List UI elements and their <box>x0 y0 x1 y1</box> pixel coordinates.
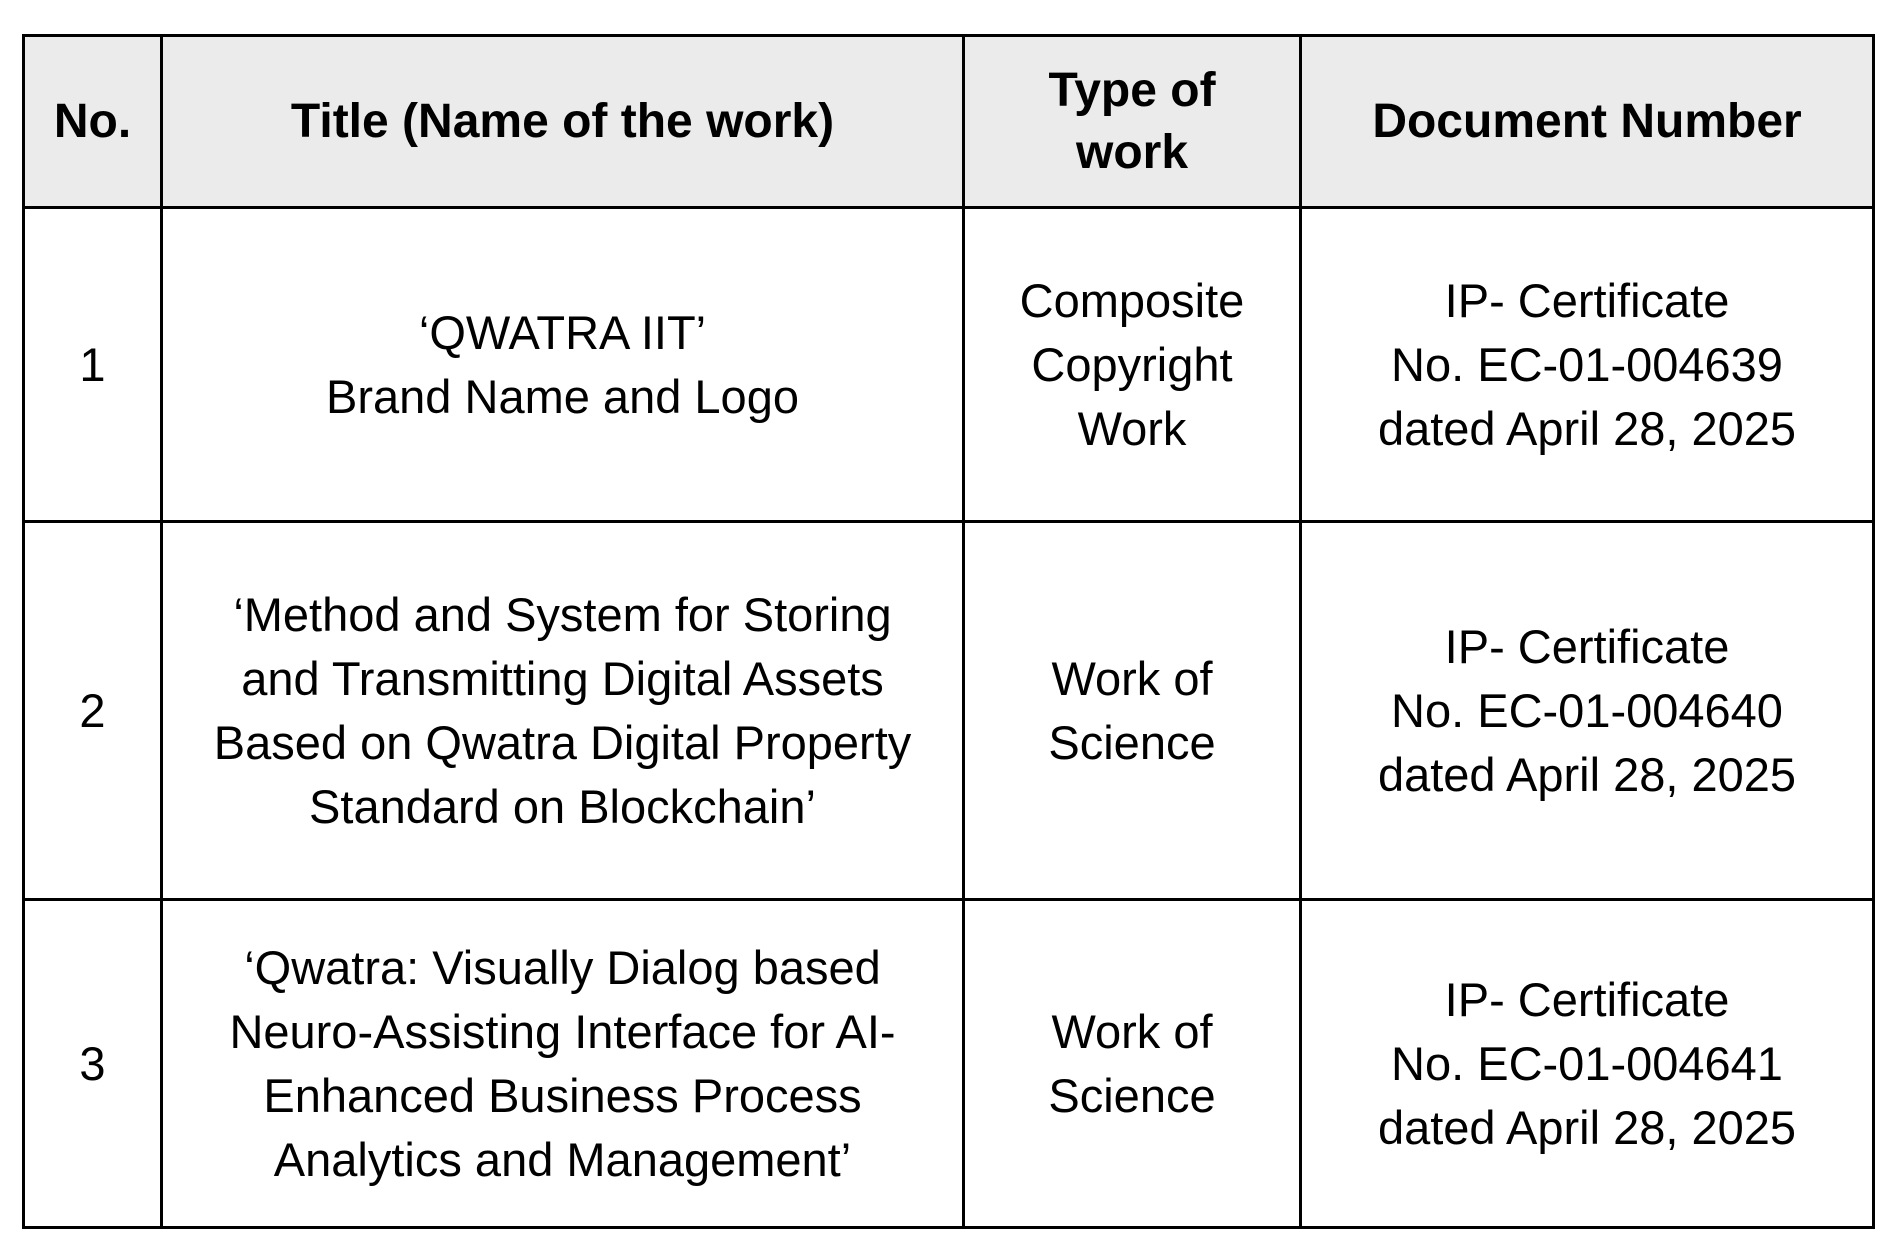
document-line: dated April 28, 2025 <box>1377 401 1797 455</box>
type-line: Composite <box>1019 273 1245 327</box>
cell-no: 2 <box>24 522 162 900</box>
document-line: No. EC-01-004640 <box>1391 683 1783 737</box>
document-line: IP- Certificate <box>1444 972 1730 1026</box>
header-type <box>964 36 1301 208</box>
document-line: IP- Certificate <box>1444 273 1730 327</box>
table-row <box>24 208 1874 522</box>
cell-document-number <box>1301 522 1874 900</box>
cell-type <box>964 900 1301 1228</box>
cell-no: 1 <box>24 208 162 522</box>
type-line: Work of <box>1051 651 1213 705</box>
title-line: Standard on Blockchain’ <box>309 779 816 833</box>
cell-no: 3 <box>24 900 162 1228</box>
header-document-number: Document Number <box>1301 36 1874 208</box>
document-line: IP- Certificate <box>1444 619 1730 673</box>
title-line: ‘Qwatra: Visually Dialog based <box>244 940 881 994</box>
document-line: No. EC-01-004639 <box>1391 337 1783 391</box>
header-type-line: work <box>1075 125 1189 179</box>
cell-title <box>162 208 964 522</box>
cell-type <box>964 208 1301 522</box>
header-title: Title (Name of the work) <box>162 36 964 208</box>
type-line: Copyright <box>1031 337 1233 391</box>
type-line: Work <box>1077 401 1187 455</box>
document-line: dated April 28, 2025 <box>1377 747 1797 801</box>
title-line: ‘Method and System for Storing <box>233 587 892 641</box>
title-line: ‘QWATRA IIT’ <box>418 305 707 359</box>
header-no: No. <box>24 36 162 208</box>
cell-title <box>162 522 964 900</box>
cell-document-number <box>1301 900 1874 1228</box>
title-line: Based on Qwatra Digital Property <box>213 715 912 769</box>
title-line: and Transmitting Digital Assets <box>241 651 884 705</box>
type-line: Science <box>1048 715 1216 769</box>
table-header-row <box>24 36 1874 208</box>
title-line: Enhanced Business Process <box>263 1068 862 1122</box>
document-line: dated April 28, 2025 <box>1377 1100 1797 1154</box>
title-line: Neuro-Assisting Interface for AI- <box>229 1004 896 1058</box>
document-line: No. EC-01-004641 <box>1391 1036 1783 1090</box>
header-type-line: Type of <box>1048 63 1216 117</box>
table-row <box>24 900 1874 1228</box>
title-line: Analytics and Management’ <box>273 1132 852 1186</box>
ip-registry-table <box>22 34 1875 1229</box>
cell-type <box>964 522 1301 900</box>
cell-document-number <box>1301 208 1874 522</box>
type-line: Work of <box>1051 1004 1213 1058</box>
table-row <box>24 522 1874 900</box>
type-line: Science <box>1048 1068 1216 1122</box>
cell-title <box>162 900 964 1228</box>
title-line: Brand Name and Logo <box>326 369 799 423</box>
